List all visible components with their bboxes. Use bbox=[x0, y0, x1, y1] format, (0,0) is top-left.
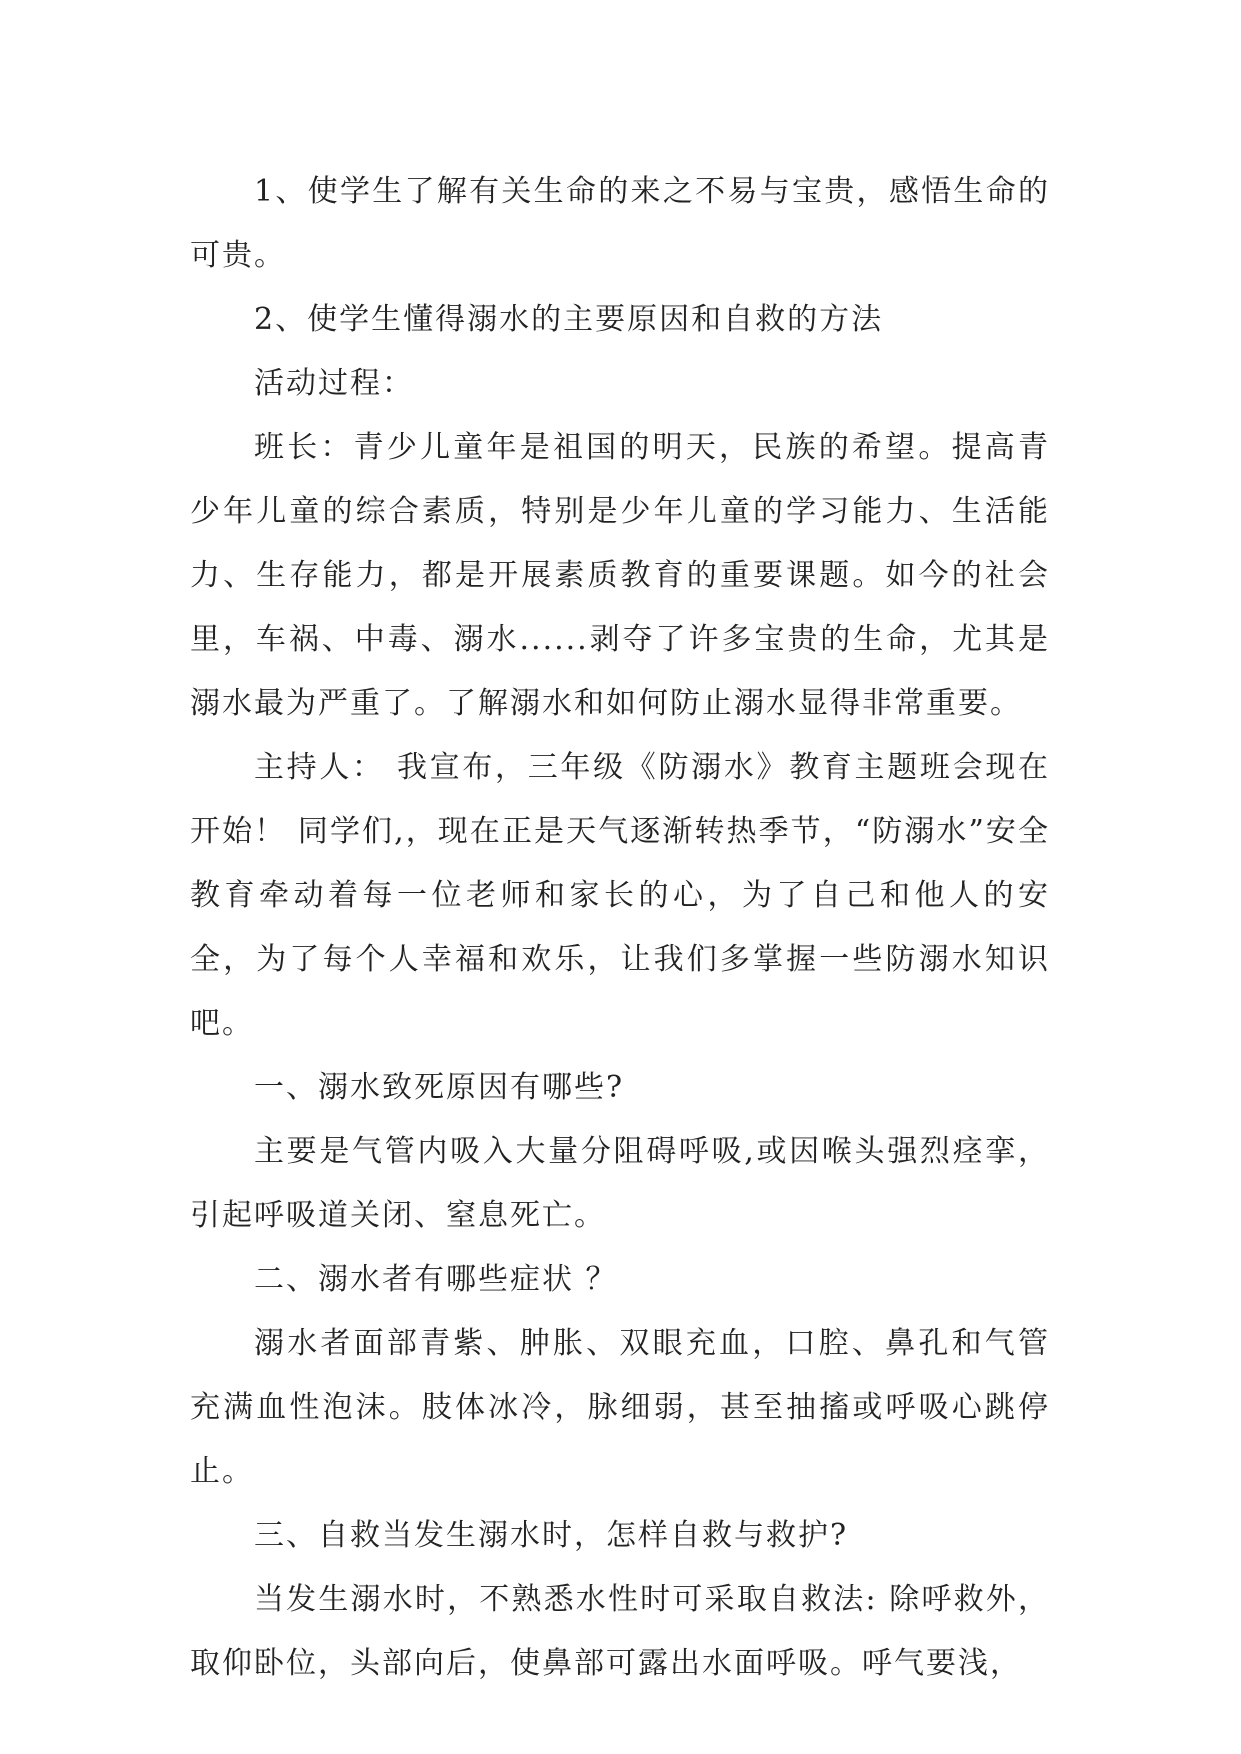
paragraph-goal-1: 1、使学生了解有关生命的来之不易与宝贵，感悟生命的可贵。 bbox=[190, 174, 1050, 273]
paragraph-goal-2: 2、使学生懂得溺水的主要原因和自救的方法 bbox=[254, 302, 884, 337]
section-heading-symptoms: 二、溺水者有哪些症状 ？ bbox=[254, 1262, 618, 1297]
section-heading-causes: 一、溺水致死原因有哪些? bbox=[254, 1070, 625, 1105]
paragraph-self-rescue: 当发生溺水时，不熟悉水性时可采取自救法: 除呼救外，取仰卧位，头部向后，使鼻部可露出水面呼吸。呼气要浅， bbox=[190, 1582, 1050, 1681]
document-body bbox=[190, 160, 1050, 1696]
paragraph-activity-heading: 活动过程： bbox=[254, 366, 414, 401]
paragraph-host-speech: 主持人： 我宣布，三年级《防溺水》教育主题班会现在开始！ 同学们,，现在正是天气逐渐转热季节，“防溺水”安全教育牵动着每一位老师和家长的心，为了自己和他人的安全，为了每个人幸福和欢乐，让我们多掌握一些防溺水知识吧。 bbox=[190, 750, 1050, 1041]
paragraph-causes: 主要是气管内吸入大量分阻碍呼吸,或因喉头强烈痉挛，引起呼吸道关闭、窒息死亡。 bbox=[190, 1134, 1050, 1233]
section-heading-self-rescue: 三、自救当发生溺水时，怎样自救与救护? bbox=[254, 1518, 849, 1553]
paragraph-symptoms: 溺水者面部青紫、肿胀、双眼充血，口腔、鼻孔和气管充满血性泡沫。肢体冰冷，脉细弱，甚至抽搐或呼吸心跳停止。 bbox=[190, 1326, 1050, 1489]
paragraph-monitor-speech: 班长：青少儿童年是祖国的明天，民族的希望。提高青少年儿童的综合素质，特别是少年儿童的学习能力、生活能力、生存能力，都是开展素质教育的重要课题。如今的社会里，车祸、中毒、溺水......剥夺了许多宝贵的生命，尤其是溺水最为严重了。了解溺水和如何防止溺水显得非常重要。 bbox=[190, 430, 1050, 721]
